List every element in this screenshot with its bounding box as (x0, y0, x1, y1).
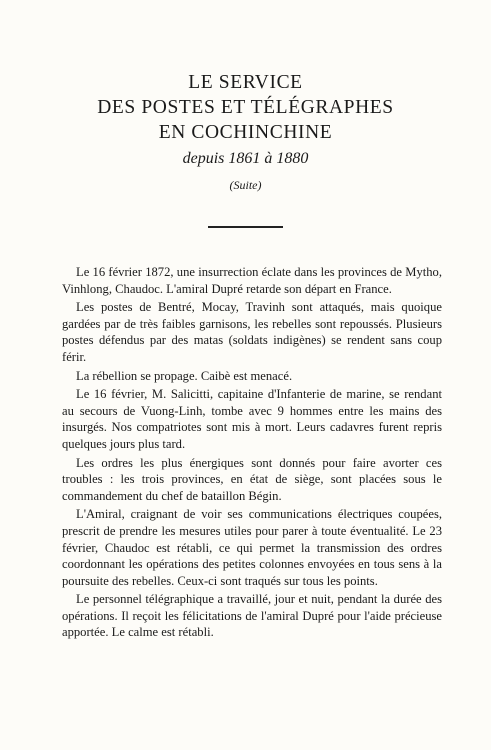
title-block (0, 70, 491, 194)
paragraph: Le 16 février, M. Salicitti, capitaine d'Infanterie de marine, se rendant au secours de Vuong-Linh, tombe avec 9 hommes entre les mains des insurgés. Nos compatriotes sont mis à mort. Leurs cadavres furent repris quelques jours plus tard. (62, 387, 442, 451)
title-line-2: DES POSTES ET TÉLÉGRAPHES (97, 97, 394, 118)
paragraph: Les postes de Bentré, Mocay, Travinh sont attaqués, mais quoique gardées par de très faibles garnisons, les rebelles sont repoussés. Plusieurs postes défendus par des matas (soldats indigènes) se rendent sans coup férir. (62, 300, 442, 364)
paragraph: Les ordres les plus énergiques sont donnés pour faire avorter ces troubles : les trois provinces, en état de siège, sont placées sous le commandement du chef de bataillon Bégin. (62, 455, 442, 503)
paragraph: Le 16 février 1872, une insurrection éclate dans les provinces de Mytho, Vinhlong, Chaudoc. L'amiral Dupré retarde son départ en France. (62, 265, 442, 296)
body-text (62, 264, 442, 641)
title-line-3: EN COCHINCHINE (158, 122, 333, 143)
paragraph: Le personnel télégraphique a travaillé, jour et nuit, pendant la durée des opérations. Il reçoit les félicitations de l'amiral Dupré pour l'aide précieuse apportée. Le calme est rétabli. (62, 592, 442, 640)
paragraph: L'Amiral, craignant de voir ses communications électriques coupées, prescrit de prendre les mesures utiles pour parer à toute éventualité. Le 23 février, Chaudoc est rétabli, ce qui permet la transmission des ordres coordonnant les opérations des petites colonnes envoyées en tous sens à la poursuite des rebelles. Ceux-ci sont traqués sur tous les points. (62, 507, 442, 588)
continuation-note: (Suite) (229, 178, 262, 192)
title-line-1: LE SERVICE (188, 72, 303, 93)
section-divider (208, 226, 283, 228)
paragraph: La rébellion se propage. Caibè est menacé. (76, 368, 293, 383)
subtitle: depuis 1861 à 1880 (182, 150, 309, 167)
